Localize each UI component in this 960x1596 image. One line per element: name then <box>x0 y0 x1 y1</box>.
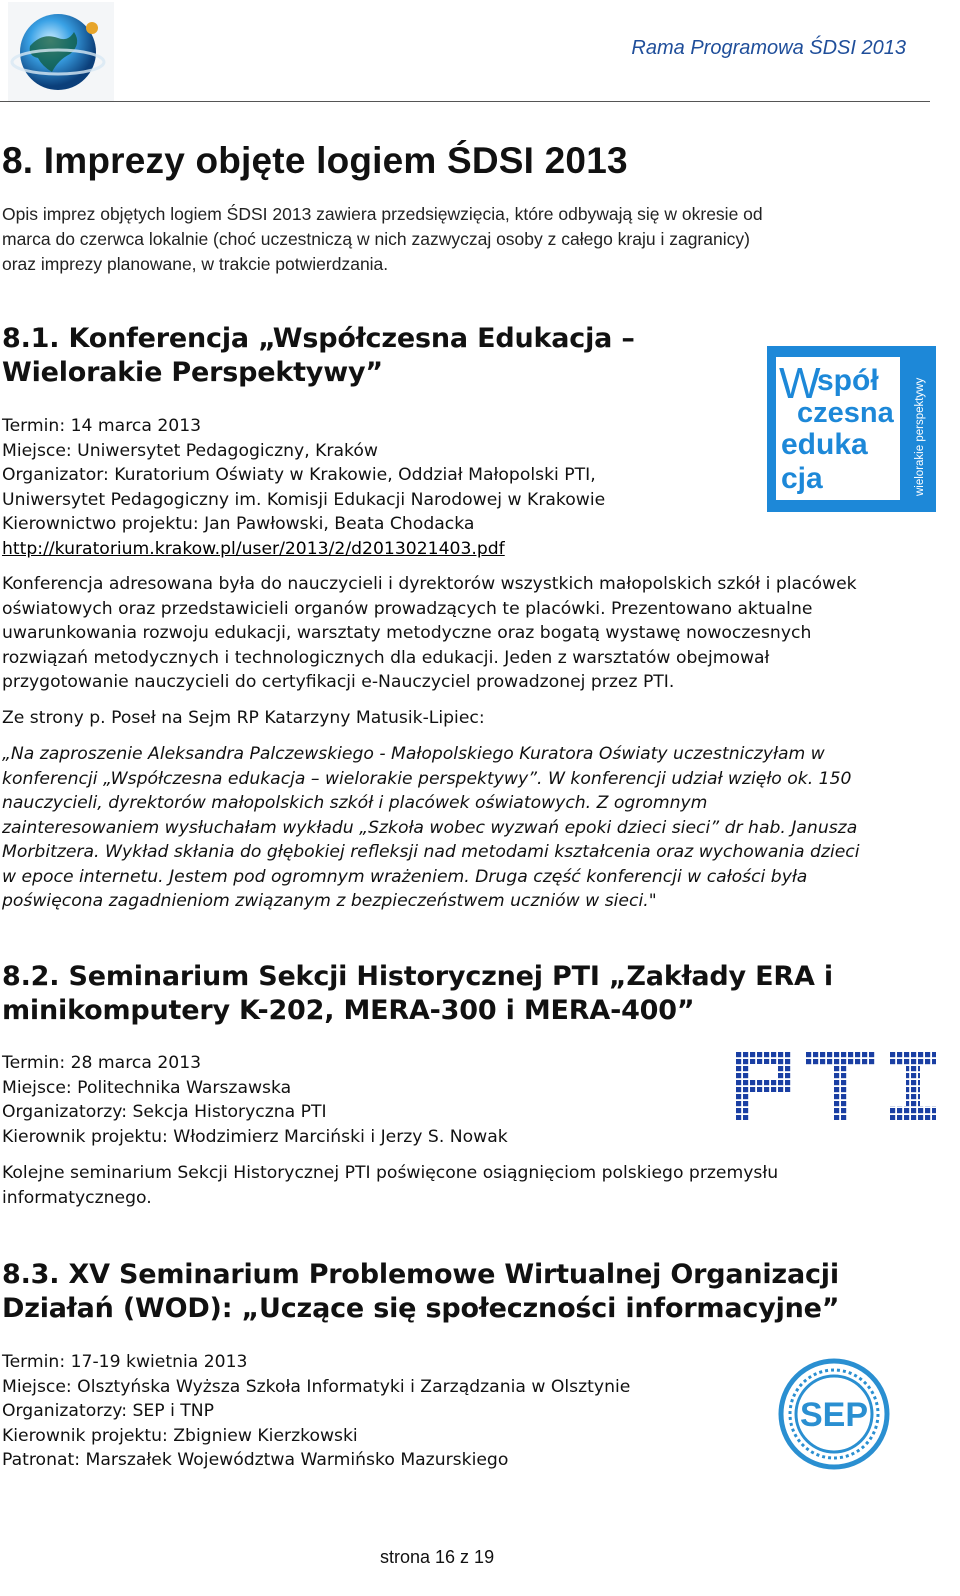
heading-line: minikomputery K-202, MERA-300 i MERA-400” <box>2 995 695 1026</box>
organizatorzy: Organizatorzy: Sekcja Historyczna PTI <box>2 1102 327 1122</box>
conference-link[interactable]: http://kuratorium.krakow.pl/user/2013/2/d2013021403.pdf <box>2 538 505 559</box>
paragraph-line: Kolejne seminarium Sekcji Historycznej PTI poświęcone osiągnięciom polskiego przemysłu <box>2 1163 779 1183</box>
termin: Termin: 28 marca 2013 <box>2 1053 202 1073</box>
quote-line: konferencji „Współczesna edukacja – wielorakie perspektywy”. W konferencji udział wzięło ok. 150 <box>2 768 852 789</box>
heading-line: Działań (WOD): „Uczące się społeczności informacyjne” <box>2 1293 840 1324</box>
heading-line: 8.3. XV Seminarium Problemowe Wirtualnej Organizacji <box>2 1259 839 1290</box>
pti-logo-icon <box>736 1052 936 1120</box>
termin: Termin: 14 marca 2013 <box>2 416 202 436</box>
logo-word: czesna <box>797 397 894 429</box>
paragraph-line: uwarunkowania rozwoju edukacji, warsztaty metodyczne oraz bogatą wystawę nowoczesnych <box>2 623 812 643</box>
quote-line: poświęcona zagadnieniom związanym z bezpieczeństwem uczniów w sieci." <box>2 891 657 911</box>
kierownik: Kierownik projektu: Włodzimierz Marciński i Jerzy S. Nowak <box>2 1126 508 1147</box>
sep-logo-text: SEP <box>799 1396 869 1434</box>
section-8-2-details <box>2 1051 508 1149</box>
logo-word: spół <box>817 364 879 397</box>
section-8-1-details <box>2 414 605 561</box>
paragraph-line: rozwiązań metodycznych i technologicznych dla edukacji. Jeden z warsztatów obejmował <box>2 647 770 668</box>
paragraph-line: Konferencja adresowana była do nauczycieli i dyrektorów wszystkich małopolskich szkół i placówek <box>2 574 857 594</box>
section-8-1-heading <box>2 322 635 390</box>
sep-logo <box>778 1358 890 1470</box>
intro-line: Opis imprez objętych logiem ŚDSI 2013 zawiera przedsięwzięcia, które odbywają się w okresie od <box>2 204 763 224</box>
page-title: 8. Imprezy objęte logiem ŚDSI 2013 <box>2 140 628 181</box>
wspolczesna-edukacja-logo-icon <box>767 346 936 512</box>
header-divider <box>0 101 930 102</box>
pti-logo <box>736 1052 936 1120</box>
quote-paragraph <box>2 742 902 914</box>
miejsce: Miejsce: Politechnika Warszawska <box>2 1077 292 1098</box>
header-title: Rama Programowa ŚDSI 2013 <box>631 37 906 59</box>
kierownictwo: Kierownictwo projektu: Jan Pawłowski, Beata Chodacka <box>2 514 475 534</box>
organizator: Uniwersytet Pedagogiczny im. Komisji Edukacji Narodowej w Krakowie <box>2 489 606 510</box>
intro-paragraph <box>2 202 902 277</box>
miejsce: Miejsce: Uniwersytet Pedagogiczny, Kraków <box>2 440 378 461</box>
statement-intro: Ze strony p. Poseł na Sejm RP Katarzyny Matusik-Lipiec: <box>2 708 485 728</box>
heading-line: Wielorakie Perspektywy” <box>2 357 383 388</box>
miejsce: Miejsce: Olsztyńska Wyższa Szkoła Informatyki i Zarządzania w Olsztynie <box>2 1376 631 1397</box>
section-8-1-description <box>2 572 902 695</box>
quote-line: „Na zaproszenie Aleksandra Palczewskiego - Małopolskiego Kuratora Oświaty uczestniczyłam w <box>2 744 825 764</box>
paragraph-line: oświatowych oraz przedstawicieli organów prowadzących te placówki. Prezentowano aktualne <box>2 598 813 619</box>
logo-word: cja <box>781 462 823 495</box>
section-8-2-description <box>2 1161 902 1210</box>
sep-logo-icon <box>778 1358 890 1470</box>
paragraph-line: przygotowanie nauczycieli do certyfikacji e-Nauczyciel prowadzonej przez PTI. <box>2 672 675 692</box>
organizatorzy: Organizatorzy: SEP i TNP <box>2 1401 215 1421</box>
quote-line: Morbitzera. Wykład skłania do głębokiej refleksji nad metodami kształcenia oraz wychowania dzieci <box>2 842 860 862</box>
kierownik: Kierownik projektu: Zbigniew Kierzkowski <box>2 1425 358 1446</box>
intro-line: marca do czerwca lokalnie (choć uczestniczą w nich zazwyczaj osoby z całego kraju i zagranicy) <box>2 229 750 249</box>
page-number: strona 16 z 19 <box>380 1547 495 1567</box>
quote-line: zainteresowaniem wysłuchałam wykładu „Szkoła wobec wyzwań epoki dzieci sieci” dr hab. Janusza <box>2 817 858 838</box>
quote-line: nauczycieli, dyrektorów małopolskich szkół i placówek oświatowych. Z ogromnym <box>2 793 708 813</box>
termin: Termin: 17-19 kwietnia 2013 <box>2 1352 248 1372</box>
logo-side-text: wielorakie perspektywy <box>914 377 926 496</box>
section-8-3-heading <box>2 1258 839 1326</box>
globe-icon <box>8 2 114 102</box>
logo-letter: W <box>779 359 821 408</box>
section-8-2-heading <box>2 960 833 1028</box>
logo-word: eduka <box>781 428 868 461</box>
intro-line: oraz imprezy planowane, w trakcie potwierdzania. <box>2 254 389 274</box>
wspolczesna-edukacja-logo <box>767 346 936 512</box>
heading-line: 8.1. Konferencja „Współczesna Edukacja – <box>2 323 635 354</box>
header-globe-logo <box>8 2 114 102</box>
patronat: Patronat: Marszałek Województwa Warmińsko Mazurskiego <box>2 1450 509 1470</box>
section-8-3-details <box>2 1350 630 1473</box>
paragraph-line: informatycznego. <box>2 1187 152 1208</box>
organizator: Organizator: Kuratorium Oświaty w Krakowie, Oddział Małopolski PTI, <box>2 465 596 485</box>
heading-line: 8.2. Seminarium Sekcji Historycznej PTI „Zakłady ERA i <box>2 961 833 992</box>
quote-line: w epoce internetu. Jestem pod ogromnym wrażeniem. Druga część konferencji w całości była <box>2 866 808 887</box>
